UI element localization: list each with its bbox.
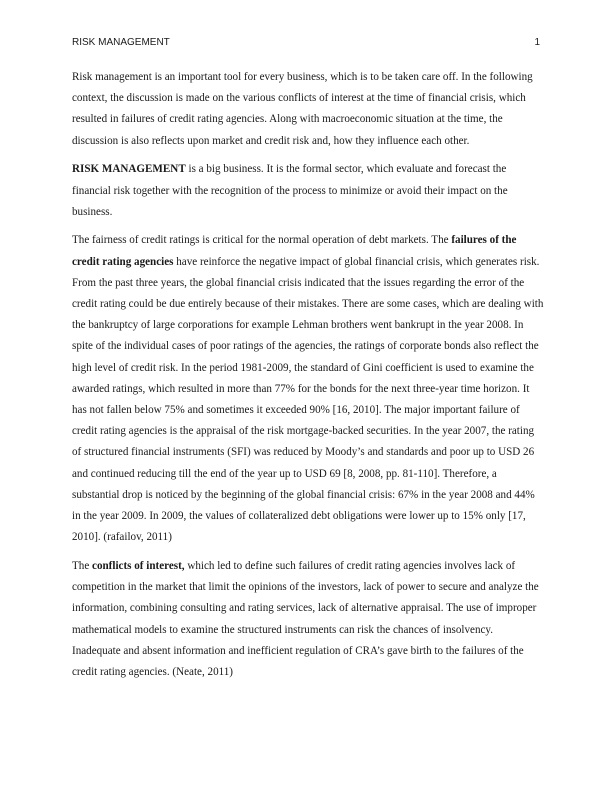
bold-term: RISK MANAGEMENT bbox=[72, 163, 186, 176]
document-body bbox=[72, 67, 544, 691]
paragraph-text: The bbox=[72, 559, 93, 572]
paragraph-conflicts-of-interest bbox=[72, 556, 544, 683]
running-title: RISK MANAGEMENT bbox=[72, 37, 170, 48]
paragraph-intro bbox=[72, 67, 544, 152]
paragraph-text: which led to define such failures of credit rating agencies involves lack of competition in the market that limit the opinions of the investors, lack of power to secure and analyze the information, combining consulting and rating services, lack of alternative appraisal. The use of improper mathematical models to examine the structured instruments can risk the chances of insolvency. Inadequate and absent information and inefficient regulation of CRA’s gave birth to the failures of the credit rating agencies. (Neate, 2011) bbox=[72, 559, 539, 678]
paragraph-text: Risk management is an important tool for every business, which is to be taken care off. In the following context, the discussion is made on the various conflicts of interest at the time of financial crisis, which resulted in failures of credit rating agencies. Along with macroeconomic situation at the time, the discussion is also reflects upon market and credit risk and, how they influence each other. bbox=[72, 71, 533, 147]
page-header bbox=[72, 37, 540, 51]
paragraph-credit-ratings bbox=[72, 230, 544, 548]
page-number: 1 bbox=[534, 37, 540, 48]
bold-term: conflicts of interest, bbox=[92, 559, 185, 572]
paragraph-text: have reinforce the negative impact of global financial crisis, which generates risk. From the past three years, the global financial crisis indicated that the issues regarding the error of the credit rating could be due entirely because of their mistakes. There are some cases, which are dealing with the bankruptcy of large corporations for example Lehman brothers went bankrupt in the year 2008. In spite of the individual cases of poor ratings of the agencies, the ratings of corporate bonds also reflect the high level of credit risk. In the period 1981-2009, the standard of Gini coefficient is used to examine the awarded ratings, which resulted in more than 77% for the bonds for the next three-year time horizon. It has not fallen below 75% and sometimes it exceeded 90% [16, 2010]. The major important failure of credit rating agencies is the appraisal of the risk mortgage-backed securities. In the year 2007, the rating of structured financial instruments (SFI) was reduced by Moody’s and standards and poor up to USD 26 and continued reducing till the end of the year up to USD 69 [8, 2008, pp. 81-110]. Therefore, a substantial drop is noticed by the beginning of the global financial crisis: 67% in the year 2008 and 44% in the year 2009. In 2009, the values of collateralized debt obligations were lower up to 15% only [17, 2010]. (rafailov, 2011) bbox=[72, 255, 544, 544]
paragraph-text: is a big business. It is the formal sector, which evaluate and forecast the financial risk together with the recognition of the process to minimize or avoid their impact on the business. bbox=[72, 163, 508, 218]
paragraph-risk-management bbox=[72, 159, 544, 223]
paragraph-text: The fairness of credit ratings is critical for the normal operation of debt markets. The bbox=[72, 234, 452, 247]
bold-term: failures of the credit rating agencies bbox=[72, 234, 517, 268]
